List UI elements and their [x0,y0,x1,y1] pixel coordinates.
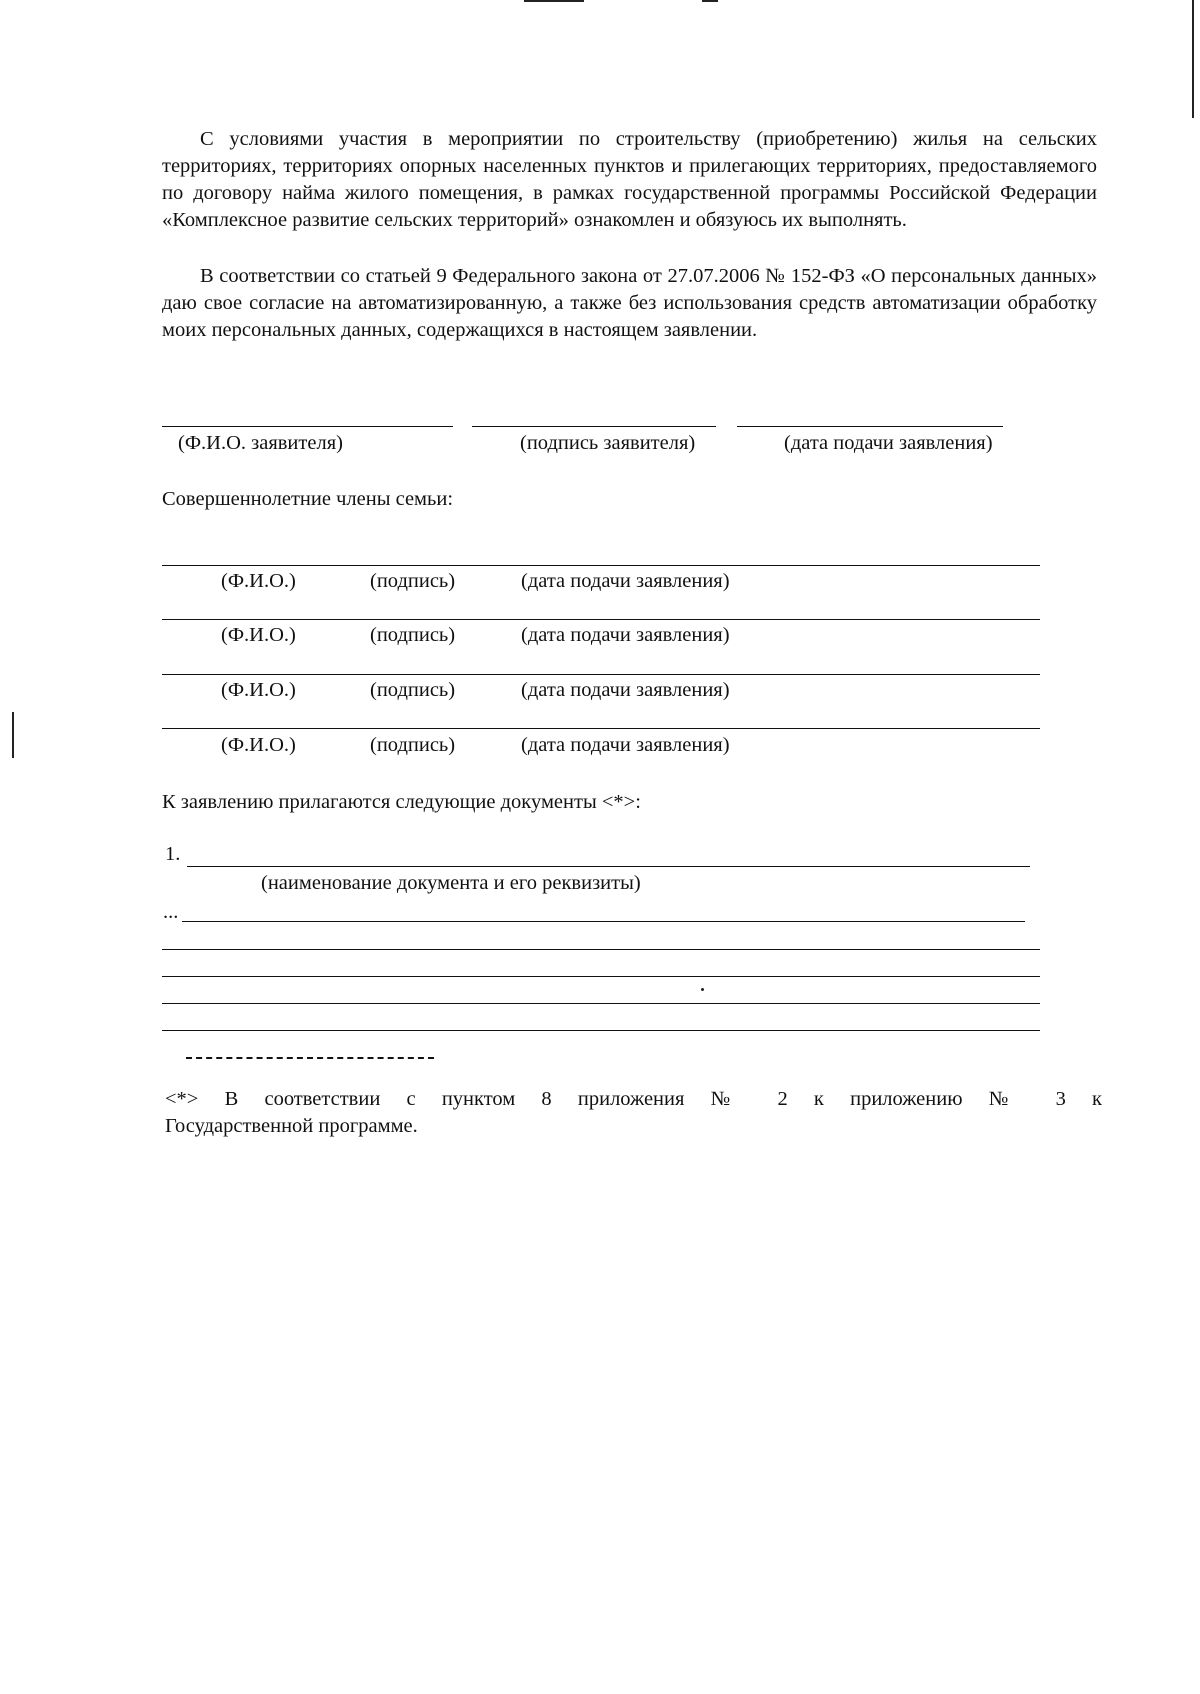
document-extra-line[interactable] [162,976,1040,977]
family-signature-caption: (подпись) [370,624,456,646]
footnote-second-line: Государственной программе. [165,1115,418,1137]
footnote-first-line: <*> В соответствии с пунктом 8 приложения № 2 к приложению № 3 к [165,1088,1102,1110]
consent-paragraph: В соответствии со статьей 9 Федерального закона от 27.07.2006 № 152-ФЗ «О персональных данных» даю свое согласие на автоматизированную, а также без использования средств автоматизации обработку моих персональных данных, содержащихся в настоящем заявлении. [162,265,1097,341]
family-row-line[interactable] [162,619,1040,620]
family-date-caption: (дата подачи заявления) [521,624,730,646]
family-fio-caption: (Ф.И.О.) [221,734,296,756]
applicant-date-line[interactable] [737,426,1003,427]
document-item-caption: (наименование документа и его реквизиты) [261,872,641,894]
family-fio-caption: (Ф.И.О.) [221,624,296,646]
applicant-date-caption: (дата подачи заявления) [784,432,993,454]
document-item-number: 1. [165,843,181,865]
family-date-caption: (дата подачи заявления) [521,734,730,756]
family-row-line[interactable] [162,674,1040,675]
documents-heading: К заявлению прилагаются следующие документы <*>: [162,791,641,813]
applicant-signature-caption: (подпись заявителя) [520,432,696,454]
applicant-signature-line[interactable] [472,426,716,427]
family-signature-caption: (подпись) [370,679,456,701]
footnote [165,1086,1102,1140]
family-signature-caption: (подпись) [370,734,456,756]
scan-artifact-top-small [702,0,718,2]
family-fio-caption: (Ф.И.О.) [221,570,296,592]
applicant-fio-caption: (Ф.И.О. заявителя) [178,432,343,454]
family-date-caption: (дата подачи заявления) [521,679,730,701]
document-ellipsis: ... [163,901,179,923]
document-extra-line[interactable] [182,921,1025,922]
document-extra-line[interactable] [162,949,1040,950]
conditions-paragraph: С условиями участия в мероприятии по строительству (приобретению) жилья на сельских территориях, территориях опорных населенных пунктов и прилегающих территориях, предоставляемого по договору найма жилого помещения, в рамках государственной программы Российской Федерации «Комплексное развитие сельских территорий» ознакомлен и обязуюсь их выполнять. [162,128,1097,231]
family-heading: Совершеннолетние члены семьи: [162,488,454,510]
document-extra-line[interactable] [162,1003,1040,1004]
family-row-line[interactable] [162,565,1040,566]
scan-artifact-dot [701,988,704,991]
scan-artifact-top [524,0,584,2]
scan-artifact-right-edge [1192,0,1194,118]
family-signature-caption: (подпись) [370,570,456,592]
family-fio-caption: (Ф.И.О.) [221,679,296,701]
footnote-separator [186,1057,434,1059]
family-row-line[interactable] [162,728,1040,729]
scan-artifact-left-edge [12,712,14,758]
applicant-fio-line[interactable] [162,426,453,427]
document-item-line[interactable] [187,866,1030,867]
document-extra-line[interactable] [162,1030,1040,1031]
family-date-caption: (дата подачи заявления) [521,570,730,592]
